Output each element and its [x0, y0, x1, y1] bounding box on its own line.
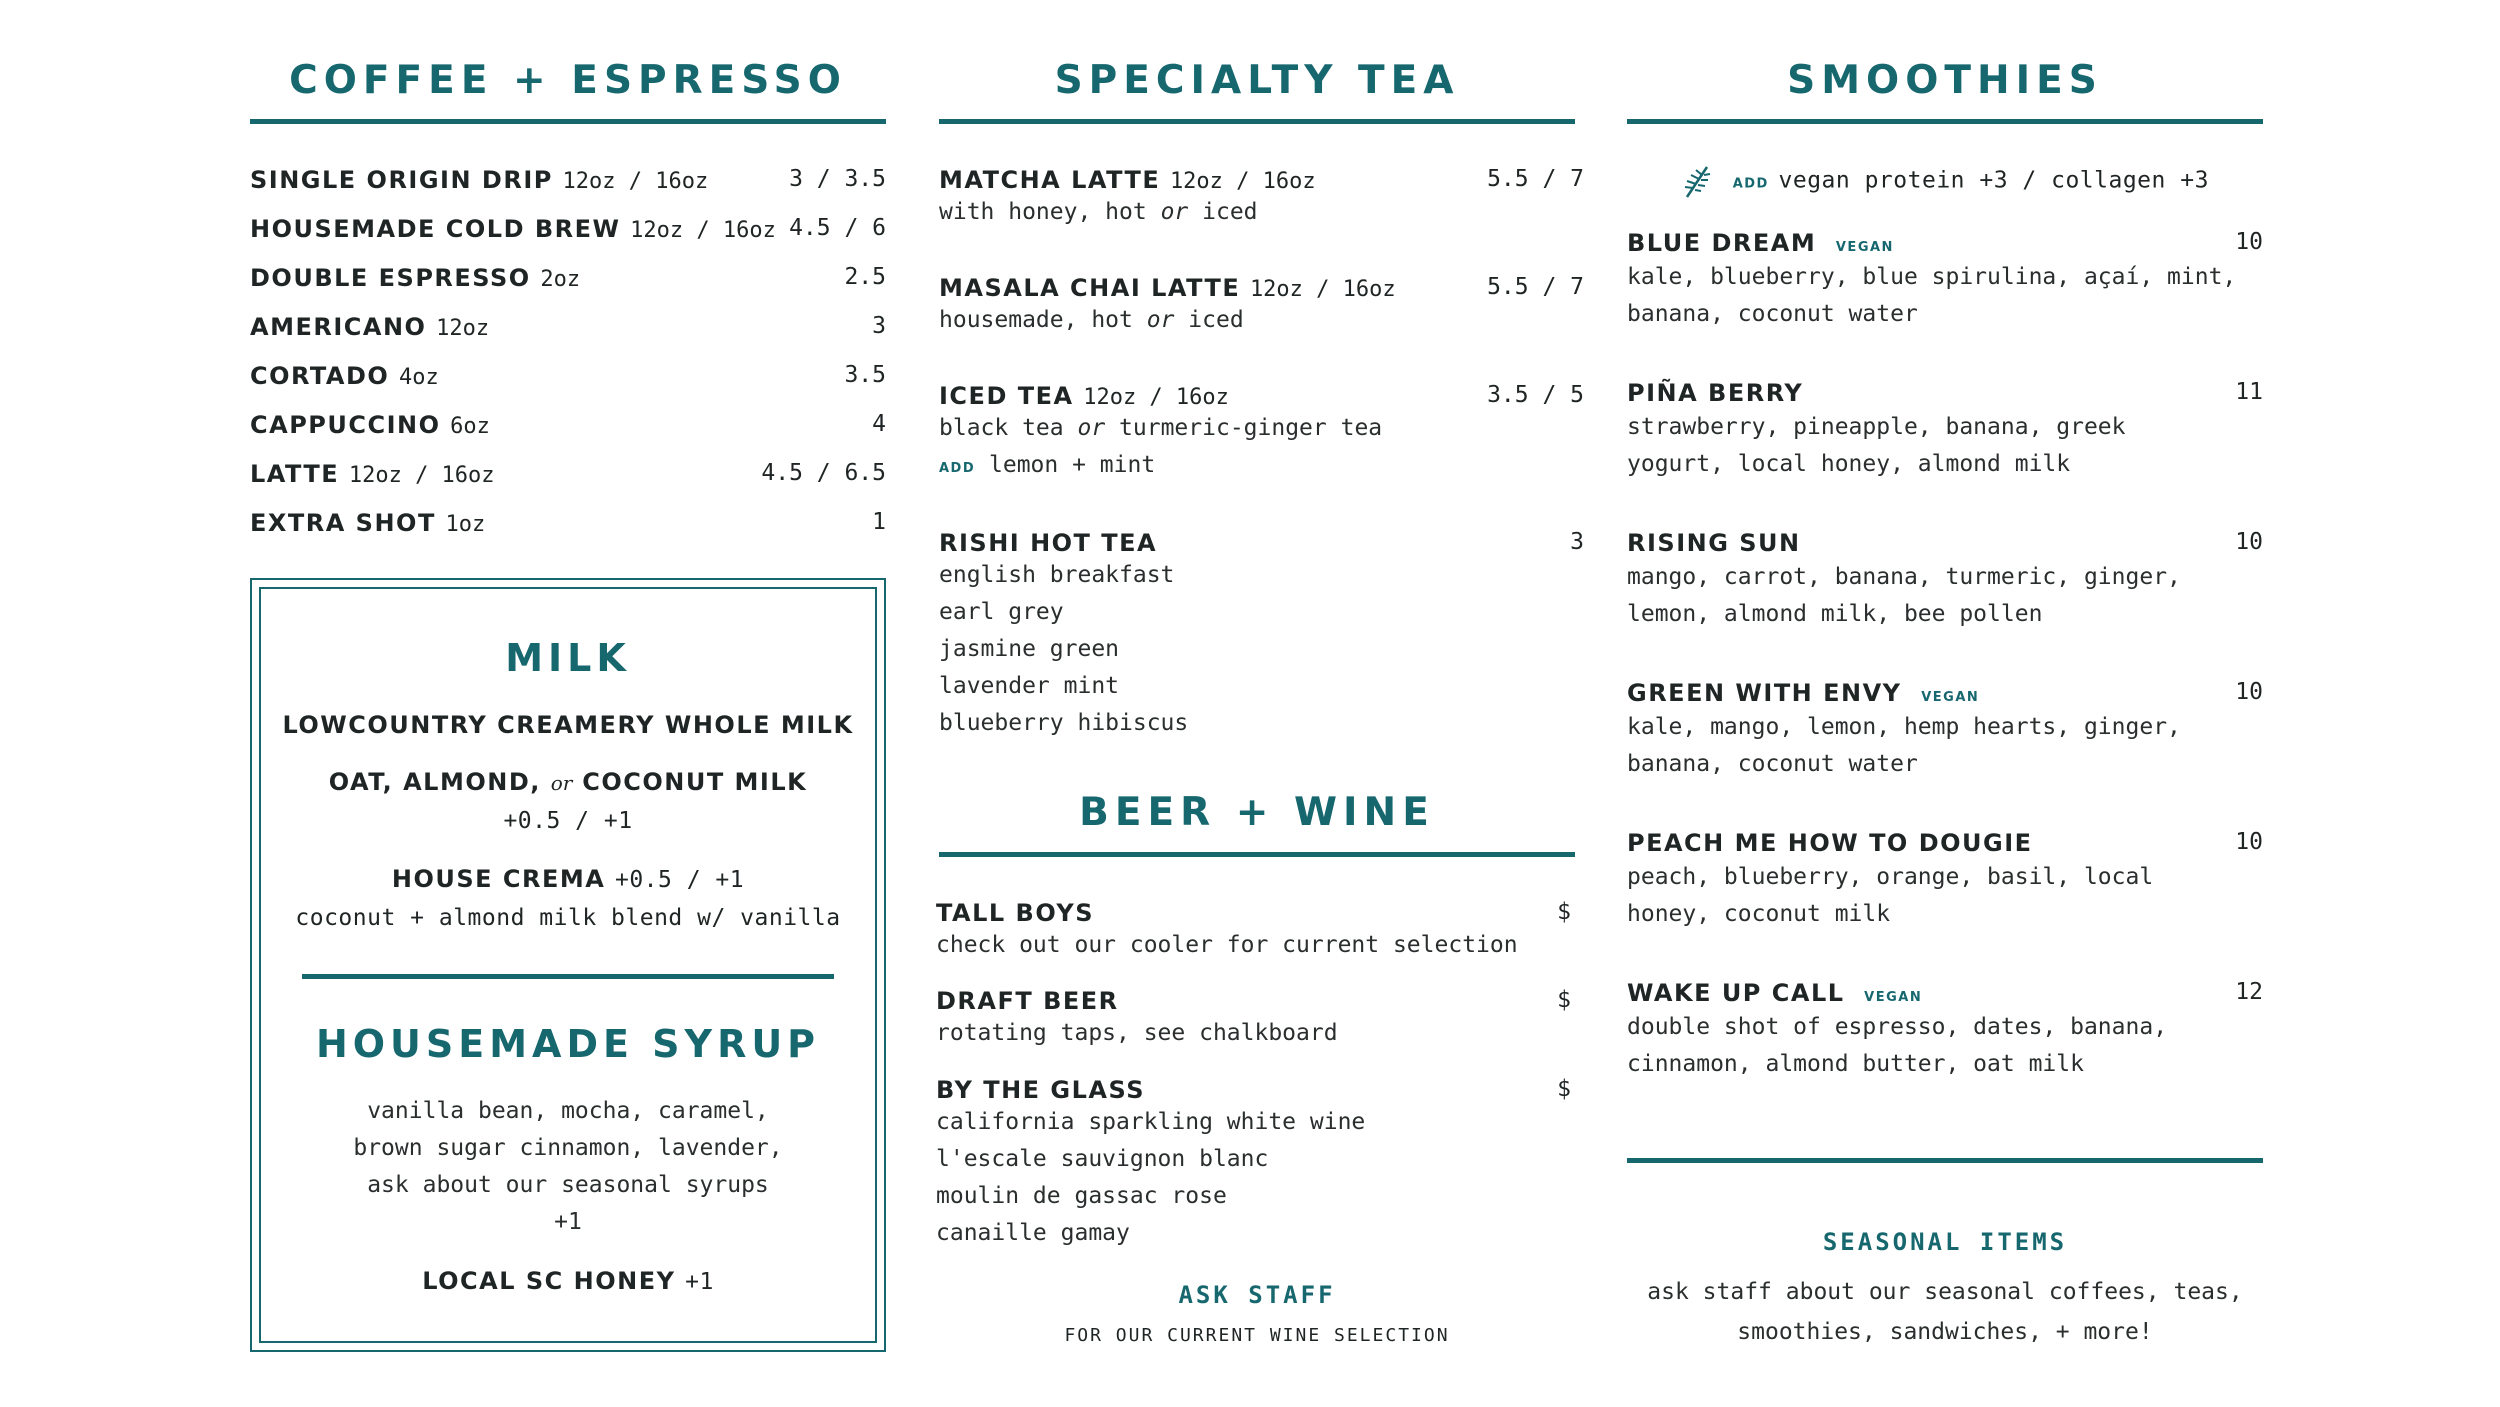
add-tag: ADD	[939, 461, 976, 476]
wine-item: moulin de gassac rose	[936, 1183, 1227, 1209]
coffee-item-price: 2.5	[844, 264, 886, 290]
smoothie-desc-line-1: double shot of espresso, dates, banana,	[1627, 1014, 2168, 1040]
beer-item-price: $	[1557, 1076, 1571, 1102]
smoothie-desc-line-1: kale, mango, lemon, hemp hearts, ginger,	[1627, 714, 2181, 740]
wine-item: l'escale sauvignon blanc	[936, 1146, 1269, 1172]
milk-crema-desc: coconut + almond milk blend w/ vanilla	[295, 905, 841, 931]
smoothie-desc-line-2: lemon, almond milk, bee pollen	[1627, 601, 2043, 627]
smoothie-name: BLUE DREAM	[1627, 229, 1817, 257]
milk-syrup-divider	[302, 974, 834, 979]
coffee-item-name: SINGLE ORIGIN DRIP	[250, 166, 553, 194]
milk-alt-a: OAT, ALMOND,	[328, 768, 541, 796]
smoothie-desc	[1627, 859, 2263, 933]
tea-item-desc	[939, 410, 1584, 447]
smoothie-desc	[1627, 259, 2263, 333]
honey-name: LOCAL SC HONEY	[422, 1267, 676, 1295]
smoothie-name: PIÑA BERRY	[1627, 379, 1804, 407]
seasonal-desc	[1627, 1272, 2263, 1352]
smoothie-item	[1627, 529, 2263, 679]
coffee-title-rule	[250, 119, 886, 124]
tea-item-size: 12oz / 16oz	[1083, 385, 1229, 410]
coffee-item-size: 2oz	[540, 267, 581, 292]
milk-crema-name: HOUSE CREMA	[391, 865, 606, 893]
wine-list	[936, 1104, 1571, 1252]
rishi-variety: blueberry hibiscus	[939, 710, 1189, 736]
coffee-item	[250, 215, 886, 264]
smoothie-desc-line-1: strawberry, pineapple, banana, greek	[1627, 414, 2126, 440]
vegan-tag: VEGAN	[1835, 240, 1894, 255]
smoothie-item	[1627, 979, 2263, 1129]
milk-alt	[252, 768, 884, 796]
syrup-title: HOUSEMADE SYRUP	[315, 1022, 821, 1066]
smoothie-name: WAKE UP CALL	[1627, 979, 1845, 1007]
coffee-item-name: LATTE	[250, 460, 340, 488]
syrup-line-1: vanilla bean, mocha, caramel,	[367, 1098, 769, 1124]
tea-item-price: 5.5 / 7	[1487, 166, 1584, 192]
seasonal-line-1: ask staff about our seasonal coffees, teas,	[1647, 1279, 2243, 1305]
tea-item-rishi	[939, 529, 1584, 742]
coffee-item	[250, 166, 886, 215]
coffee-item	[250, 509, 886, 558]
smoothie-price: 11	[2235, 379, 2263, 405]
coffee-item	[250, 313, 886, 362]
syrup-flavors	[252, 1093, 884, 1241]
smoothie-list	[1627, 229, 2263, 1129]
tea-desc-a: black tea	[939, 415, 1064, 441]
smoothie-item	[1627, 229, 2263, 379]
milk-alt-or: or	[550, 771, 573, 795]
milk-syrup-box	[250, 578, 886, 1352]
coffee-item-price: 3	[872, 313, 886, 339]
leaf-icon	[1681, 163, 1713, 203]
smoothie-name: RISING SUN	[1627, 529, 1801, 557]
smoothie-price: 10	[2235, 529, 2263, 555]
coffee-item-name: HOUSEMADE COLD BREW	[250, 215, 621, 243]
coffee-item-size: 4oz	[398, 365, 439, 390]
coffee-item	[250, 460, 886, 509]
beer-title-rule	[939, 852, 1575, 857]
ask-staff-sub: FOR OUR CURRENT WINE SELECTION	[1064, 1325, 1450, 1346]
coffee-item-size: 6oz	[450, 414, 490, 439]
rishi-variety: lavender mint	[939, 673, 1120, 699]
smoothie-desc	[1627, 559, 2263, 633]
tea-item-price: 3.5 / 5	[1487, 382, 1584, 408]
tea-desc-b: turmeric-ginger tea	[1119, 415, 1383, 441]
tea-item-price: 3	[1570, 529, 1584, 555]
tea-item-size: 12oz / 16oz	[1169, 169, 1316, 194]
seasonal-title: SEASONAL ITEMS	[1822, 1228, 2068, 1256]
smoothie-desc-line-2: cinnamon, almond butter, oat milk	[1627, 1051, 2084, 1077]
beer-item-draft	[936, 987, 1571, 1052]
syrup-price: +1	[554, 1209, 582, 1235]
coffee-item-size: 12oz / 16oz	[562, 169, 709, 194]
rishi-varieties	[939, 557, 1584, 742]
coffee-item-price: 4.5 / 6.5	[761, 460, 886, 486]
smoothie-price: 10	[2235, 229, 2263, 255]
coffee-item-name: DOUBLE ESPRESSO	[250, 264, 531, 292]
smoothie-desc-line-2: honey, coconut milk	[1627, 901, 1891, 927]
coffee-item-name: AMERICANO	[250, 313, 427, 341]
smoothies-title-rule	[1627, 119, 2263, 124]
coffee-item-name: EXTRA SHOT	[250, 509, 436, 537]
vegan-tag: VEGAN	[1864, 990, 1923, 1005]
rishi-variety: jasmine green	[939, 636, 1120, 662]
tea-desc-b: iced	[1202, 199, 1258, 225]
beer-item-desc: check out our cooler for current selection	[936, 932, 1518, 958]
coffee-list	[250, 166, 886, 558]
coffee-item-price: 1	[872, 509, 886, 535]
smoothie-desc-line-1: mango, carrot, banana, turmeric, ginger,	[1627, 564, 2181, 590]
tea-item-name: ICED TEA	[939, 382, 1074, 410]
smoothie-desc-line-1: peach, blueberry, orange, basil, local	[1627, 864, 2154, 890]
tea-title-rule	[939, 119, 1575, 124]
beer-item-name: TALL BOYS	[936, 899, 1095, 927]
syrup-line-2: brown sugar cinnamon, lavender,	[353, 1135, 783, 1161]
coffee-item	[250, 362, 886, 411]
coffee-item-price: 3 / 3.5	[789, 166, 886, 192]
tea-item-chai	[939, 274, 1584, 339]
tea-desc-or: or	[1146, 307, 1175, 333]
tea-item-name: RISHI HOT TEA	[939, 529, 1158, 557]
tea-desc-or: or	[1160, 199, 1189, 225]
tea-item-price: 5.5 / 7	[1487, 274, 1584, 300]
beer-title: BEER + WINE	[1079, 790, 1435, 835]
smoothie-item	[1627, 379, 2263, 529]
milk-alt-price: +0.5 / +1	[503, 808, 633, 834]
ask-staff-title: ASK STAFF	[1178, 1281, 1336, 1309]
coffee-item-name: CORTADO	[250, 362, 390, 390]
seasonal-rule	[1627, 1158, 2263, 1163]
milk-whole: LOWCOUNTRY CREAMERY WHOLE MILK	[282, 711, 854, 739]
smoothie-desc	[1627, 709, 2263, 783]
tea-desc-a: housemade, hot	[939, 307, 1133, 333]
coffee-item-price: 3.5	[844, 362, 886, 388]
tea-item-matcha	[939, 166, 1584, 231]
beer-item-name: BY THE GLASS	[936, 1076, 1145, 1104]
rishi-variety: earl grey	[939, 599, 1064, 625]
honey-price: +1	[685, 1269, 714, 1295]
tea-desc-b: iced	[1188, 307, 1244, 333]
tea-desc-a: with honey, hot	[939, 199, 1147, 225]
tea-desc-or: or	[1077, 415, 1106, 441]
smoothie-addon	[1627, 163, 2263, 203]
beer-item-glass	[936, 1076, 1571, 1252]
add-text: lemon + mint	[989, 452, 1156, 478]
tea-item-desc	[939, 194, 1584, 231]
smoothie-desc	[1627, 409, 2263, 483]
smoothie-price: 12	[2235, 979, 2263, 1005]
coffee-title: COFFEE + ESPRESSO	[289, 58, 847, 103]
milk-crema	[252, 865, 884, 893]
smoothie-desc-line-1: kale, blueberry, blue spirulina, açaí, mint,	[1627, 264, 2237, 290]
coffee-item-name: CAPPUCCINO	[250, 411, 441, 439]
tea-item-size: 12oz / 16oz	[1249, 277, 1396, 302]
wine-item: canaille gamay	[936, 1220, 1130, 1246]
addon-text: vegan protein +3 / collagen +3	[1778, 167, 2209, 194]
smoothie-desc	[1627, 1009, 2263, 1083]
coffee-item-price: 4	[872, 411, 886, 437]
milk-title: MILK	[505, 636, 631, 680]
beer-item-price: $	[1557, 987, 1571, 1013]
seasonal-line-2: smoothies, sandwiches, + more!	[1737, 1319, 2153, 1345]
coffee-item	[250, 264, 886, 313]
beer-item-name: DRAFT BEER	[936, 987, 1119, 1015]
wine-item: california sparkling white wine	[936, 1109, 1366, 1135]
smoothie-item	[1627, 829, 2263, 979]
coffee-item-size: 1oz	[445, 512, 486, 537]
coffee-item-size: 12oz / 16oz	[630, 218, 776, 243]
milk-crema-price: +0.5 / +1	[614, 867, 745, 893]
smoothie-item	[1627, 679, 2263, 829]
tea-item-addon	[939, 447, 1584, 487]
milk-alt-b: COCONUT MILK	[582, 768, 808, 796]
addon-tag: ADD	[1732, 176, 1769, 192]
smoothie-desc-line-2: banana, coconut water	[1627, 751, 1918, 777]
smoothie-name: PEACH ME HOW TO DOUGIE	[1627, 829, 2033, 857]
coffee-item-price: 4.5 / 6	[789, 215, 886, 241]
coffee-item-size: 12oz	[436, 316, 490, 341]
tea-item-iced	[939, 382, 1584, 487]
honey	[252, 1267, 884, 1295]
coffee-item	[250, 411, 886, 460]
syrup-line-3: ask about our seasonal syrups	[367, 1172, 769, 1198]
beer-item-price: $	[1557, 899, 1571, 925]
tea-item-desc	[939, 302, 1584, 339]
beer-item-desc: rotating taps, see chalkboard	[936, 1020, 1338, 1046]
rishi-variety: english breakfast	[939, 562, 1175, 588]
coffee-item-size: 12oz / 16oz	[348, 463, 495, 488]
beer-item-tall	[936, 899, 1571, 964]
tea-title: SPECIALTY TEA	[1054, 58, 1460, 103]
smoothie-desc-line-2: yogurt, local honey, almond milk	[1627, 451, 2071, 477]
smoothie-name: GREEN WITH ENVY	[1627, 679, 1902, 707]
vegan-tag: VEGAN	[1921, 690, 1980, 705]
smoothies-title: SMOOTHIES	[1787, 58, 2103, 103]
smoothie-price: 10	[2235, 679, 2263, 705]
smoothie-price: 10	[2235, 829, 2263, 855]
tea-item-name: MASALA CHAI LATTE	[939, 274, 1241, 302]
tea-item-name: MATCHA LATTE	[939, 166, 1161, 194]
smoothie-desc-line-2: banana, coconut water	[1627, 301, 1918, 327]
